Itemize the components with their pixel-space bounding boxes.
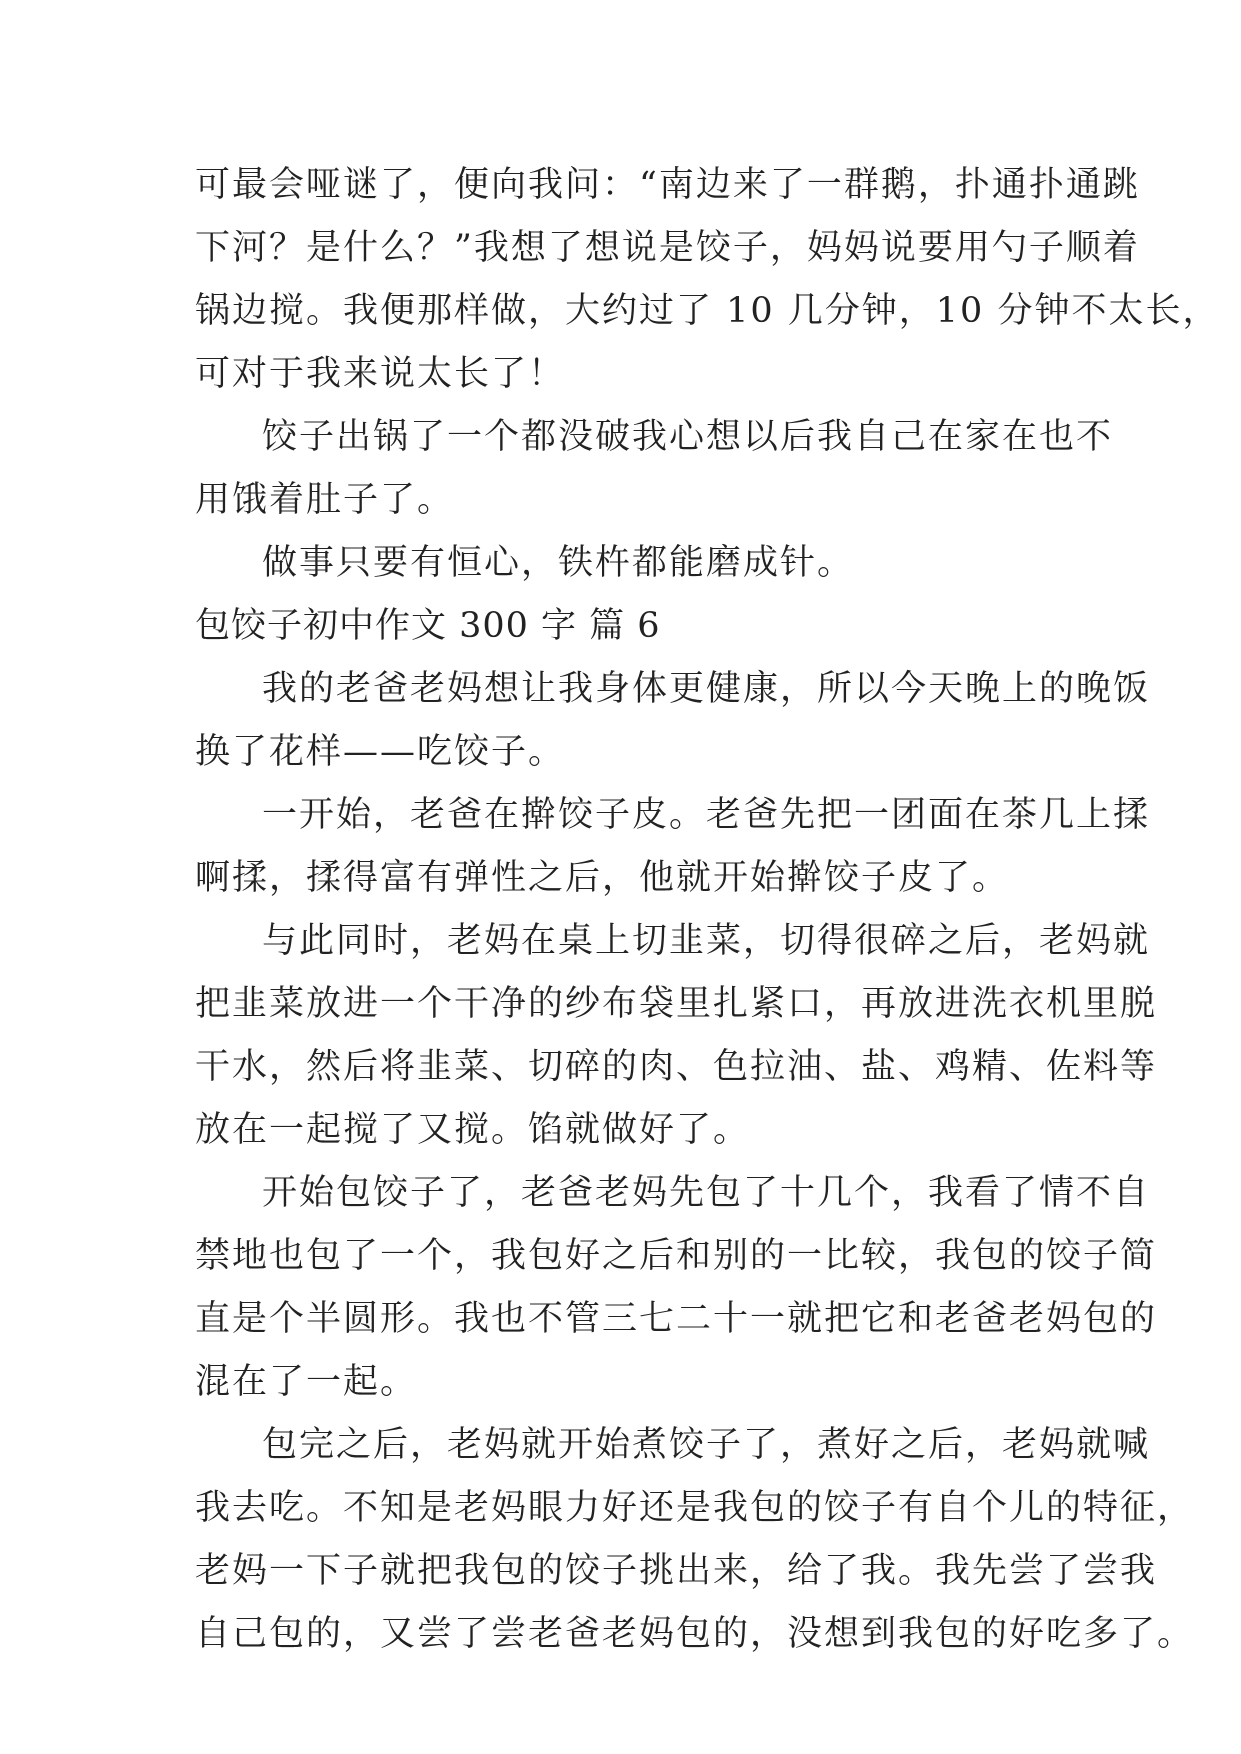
text-line: 可对于我来说太长了！ bbox=[195, 354, 566, 394]
text-line: 换了花样——吃饺子。 bbox=[195, 732, 566, 772]
text-line: 锅边搅。我便那样做，大约过了 10 几分钟，10 分钟不太长， bbox=[195, 291, 1220, 331]
text-line: 老妈一下子就把我包的饺子挑出来，给了我。我先尝了尝我 bbox=[195, 1551, 1158, 1591]
text-line: 我的老爸老妈想让我身体更健康，所以今天晚上的晚饭 bbox=[262, 669, 1151, 709]
text-line: 做事只要有恒心，铁杵都能磨成针。 bbox=[262, 543, 855, 583]
text-line: 放在一起搅了又搅。馅就做好了。 bbox=[195, 1110, 751, 1150]
text-line: 可最会哑谜了，便向我问：“南边来了一群鹅，扑通扑通跳 bbox=[195, 165, 1140, 205]
text-line: 把韭菜放进一个干净的纱布袋里扎紧口，再放进洗衣机里脱 bbox=[195, 984, 1158, 1024]
text-line: 一开始，老爸在擀饺子皮。老爸先把一团面在茶几上揉 bbox=[262, 795, 1151, 835]
text-line: 饺子出锅了一个都没破我心想以后我自己在家在也不 bbox=[262, 417, 1114, 457]
text-line: 直是个半圆形。我也不管三七二十一就把它和老爸老妈包的 bbox=[195, 1299, 1158, 1339]
text-line: 自己包的，又尝了尝老爸老妈包的，没想到我包的好吃多了。 bbox=[195, 1614, 1195, 1654]
text-line: 我去吃。不知是老妈眼力好还是我包的饺子有自个儿的特征， bbox=[195, 1488, 1195, 1528]
text-line: 禁地也包了一个，我包好之后和别的一比较，我包的饺子简 bbox=[195, 1236, 1158, 1276]
text-line: 包完之后，老妈就开始煮饺子了，煮好之后，老妈就喊 bbox=[262, 1425, 1151, 1465]
text-line: 下河？是什么？”我想了想说是饺子，妈妈说要用勺子顺着 bbox=[195, 228, 1140, 268]
text-line: 混在了一起。 bbox=[195, 1362, 418, 1402]
text-line: 用饿着肚子了。 bbox=[195, 480, 455, 520]
text-line: 干水，然后将韭菜、切碎的肉、色拉油、盐、鸡精、佐料等 bbox=[195, 1047, 1158, 1087]
section-heading: 包饺子初中作文 300 字 篇 6 bbox=[195, 606, 661, 646]
text-line: 与此同时，老妈在桌上切韭菜，切得很碎之后，老妈就 bbox=[262, 921, 1151, 961]
text-line: 啊揉，揉得富有弹性之后，他就开始擀饺子皮了。 bbox=[195, 858, 1010, 898]
text-line: 开始包饺子了，老爸老妈先包了十几个，我看了情不自 bbox=[262, 1173, 1151, 1213]
